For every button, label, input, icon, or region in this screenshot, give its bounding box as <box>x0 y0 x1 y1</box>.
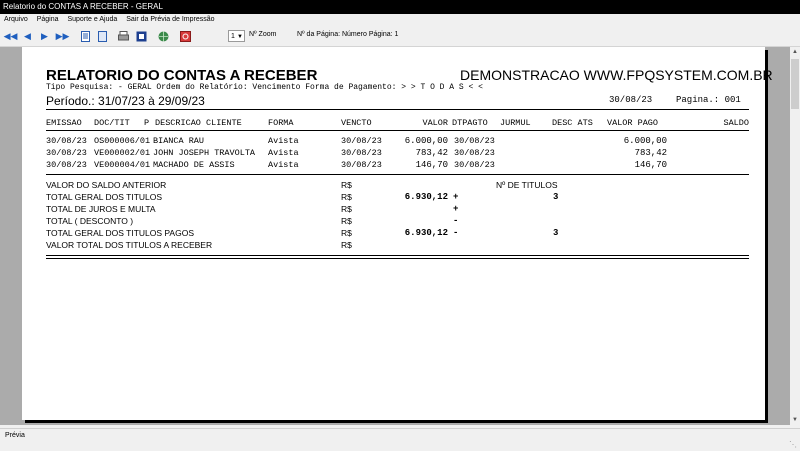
filter-line: Tipo Pesquisa: - GERAL Ordem do Relatório: Vencimento Forma de Pagamento: > > T O D A S < < <box>46 83 483 92</box>
report-period: Período.: 31/07/23 à 29/09/23 <box>46 94 205 108</box>
first-page-icon[interactable]: ◀◀ <box>3 31 18 41</box>
row-valor: 6.000,00 <box>404 136 448 146</box>
zoom-value: 1 <box>231 33 235 40</box>
export-icon[interactable] <box>136 31 147 42</box>
last-page-icon[interactable]: ▶▶ <box>55 31 70 41</box>
summary-label: TOTAL ( DESCONTO ) <box>46 216 134 226</box>
row-cliente: MACHADO DE ASSIS <box>153 160 235 170</box>
summary-sign: + <box>453 204 459 214</box>
preview-viewport[interactable] <box>0 47 790 425</box>
summary-label: TOTAL DE JUROS E MULTA <box>46 204 156 214</box>
row-valor-pago: 6.000,00 <box>623 136 667 146</box>
scroll-down-icon[interactable]: ▼ <box>792 417 798 423</box>
col-valor-pago: VALOR PAGO <box>607 118 659 128</box>
currency-label: R$ <box>341 240 352 250</box>
previous-page-icon[interactable]: ◀ <box>24 31 31 41</box>
report-page <box>22 47 773 420</box>
status-bar <box>0 428 800 451</box>
row-forma: Avista <box>268 148 299 158</box>
summary-divider-1 <box>46 255 749 256</box>
row-doc: OS000006/01 <box>94 136 151 146</box>
currency-label: R$ <box>341 216 352 226</box>
currency-label: R$ <box>341 192 352 202</box>
row-forma: Avista <box>268 136 299 146</box>
page-width-icon[interactable] <box>97 31 108 42</box>
zoom-label: Nº Zoom <box>249 31 277 38</box>
scroll-up-icon[interactable]: ▲ <box>792 49 798 55</box>
row-vencto: 30/08/23 <box>341 148 382 158</box>
col-forma: FORMA <box>268 118 294 128</box>
summary-value: 6.930,12 <box>404 228 448 238</box>
row-doc: VE000002/01 <box>94 148 151 158</box>
currency-label: R$ <box>341 204 352 214</box>
row-doc: VE000004/01 <box>94 160 151 170</box>
row-valor-pago: 783,42 <box>634 148 667 158</box>
summary-count: 3 <box>553 192 559 202</box>
row-dtpagto: 30/08/23 <box>454 160 495 170</box>
row-cliente: JOHN JOSEPH TRAVOLTA <box>153 148 256 158</box>
status-text: Prévia <box>5 432 25 439</box>
rows-divider <box>46 174 749 175</box>
col-jurmul: JURMUL <box>500 118 531 128</box>
columns-divider <box>46 130 749 131</box>
report-date: 30/08/23 <box>609 95 653 105</box>
row-emissao: 30/08/23 <box>46 136 87 146</box>
summary-label: TOTAL GERAL DOS TITULOS <box>46 192 163 202</box>
col-emissao: EMISSAO <box>46 118 82 128</box>
page-number-label: Nº da Página: Número Página: 1 <box>297 31 399 38</box>
titles-count-header: Nº DE TITULOS <box>496 180 558 190</box>
single-page-icon[interactable] <box>80 31 91 42</box>
row-valor-pago: 146,70 <box>634 160 667 170</box>
menu-bar <box>0 14 800 25</box>
close-icon[interactable] <box>180 31 191 42</box>
col-cliente: DESCRICAO CLIENTE <box>155 118 242 128</box>
row-vencto: 30/08/23 <box>341 160 382 170</box>
menu-sair-previa[interactable]: Sair da Prévia de Impressão <box>126 16 215 23</box>
zoom-select[interactable] <box>228 30 245 42</box>
table-row[interactable] <box>22 148 765 159</box>
col-dtpagto: DTPAGTO <box>452 118 488 128</box>
table-row[interactable] <box>22 160 765 171</box>
row-cliente: BIANCA RAU <box>153 136 205 146</box>
row-emissao: 30/08/23 <box>46 148 87 158</box>
currency-label: R$ <box>341 180 352 190</box>
scroll-thumb[interactable] <box>791 59 799 109</box>
page-number: Pagina.: 001 <box>676 95 741 105</box>
summary-label: VALOR TOTAL DOS TITULOS A RECEBER <box>46 240 213 250</box>
summary-divider-2 <box>46 258 749 259</box>
menu-arquivo[interactable]: Arquivo <box>4 16 28 23</box>
currency-label: R$ <box>341 228 352 238</box>
col-p: P <box>144 118 150 128</box>
col-saldo: SALDO <box>723 118 749 128</box>
summary-sign: - <box>453 228 459 238</box>
col-doc: DOC/TIT <box>94 118 130 128</box>
row-vencto: 30/08/23 <box>341 136 382 146</box>
summary-value: 6.930,12 <box>404 192 448 202</box>
window-title: Relatorio do CONTAS A RECEBER - GERAL <box>0 0 800 14</box>
row-valor: 146,70 <box>415 160 448 170</box>
row-emissao: 30/08/23 <box>46 160 87 170</box>
col-valor: VALOR <box>422 118 448 128</box>
menu-suporte-ajuda[interactable]: Suporte e Ajuda <box>67 16 118 23</box>
summary-sign: - <box>453 216 459 226</box>
row-valor: 783,42 <box>415 148 448 158</box>
row-dtpagto: 30/08/23 <box>454 136 495 146</box>
company-name: DEMONSTRACAO WWW.FPQSYSTEM.COM.BR <box>460 67 773 83</box>
col-vencto: VENCTO <box>341 118 372 128</box>
row-forma: Avista <box>268 160 299 170</box>
chevron-down-icon: ▼ <box>237 34 243 40</box>
summary-count: 3 <box>553 228 559 238</box>
summary-sign: + <box>453 192 459 202</box>
report-title: RELATORIO DO CONTAS A RECEBER <box>46 67 318 84</box>
menu-pagina[interactable]: Página <box>36 16 59 23</box>
globe-icon[interactable] <box>158 31 169 42</box>
toolbar <box>0 27 800 47</box>
table-row[interactable] <box>22 136 765 147</box>
col-desc: DESC ATS <box>552 118 593 128</box>
summary-label: VALOR DO SALDO ANTERIOR <box>46 180 167 190</box>
row-dtpagto: 30/08/23 <box>454 148 495 158</box>
vertical-scrollbar[interactable] <box>790 47 800 425</box>
resize-grip-icon[interactable]: ⋱ <box>789 440 797 449</box>
header-divider <box>46 109 749 110</box>
summary-label: TOTAL GERAL DOS TITULOS PAGOS <box>46 228 194 238</box>
print-icon[interactable] <box>118 31 129 42</box>
next-page-icon[interactable]: ▶ <box>41 31 48 41</box>
